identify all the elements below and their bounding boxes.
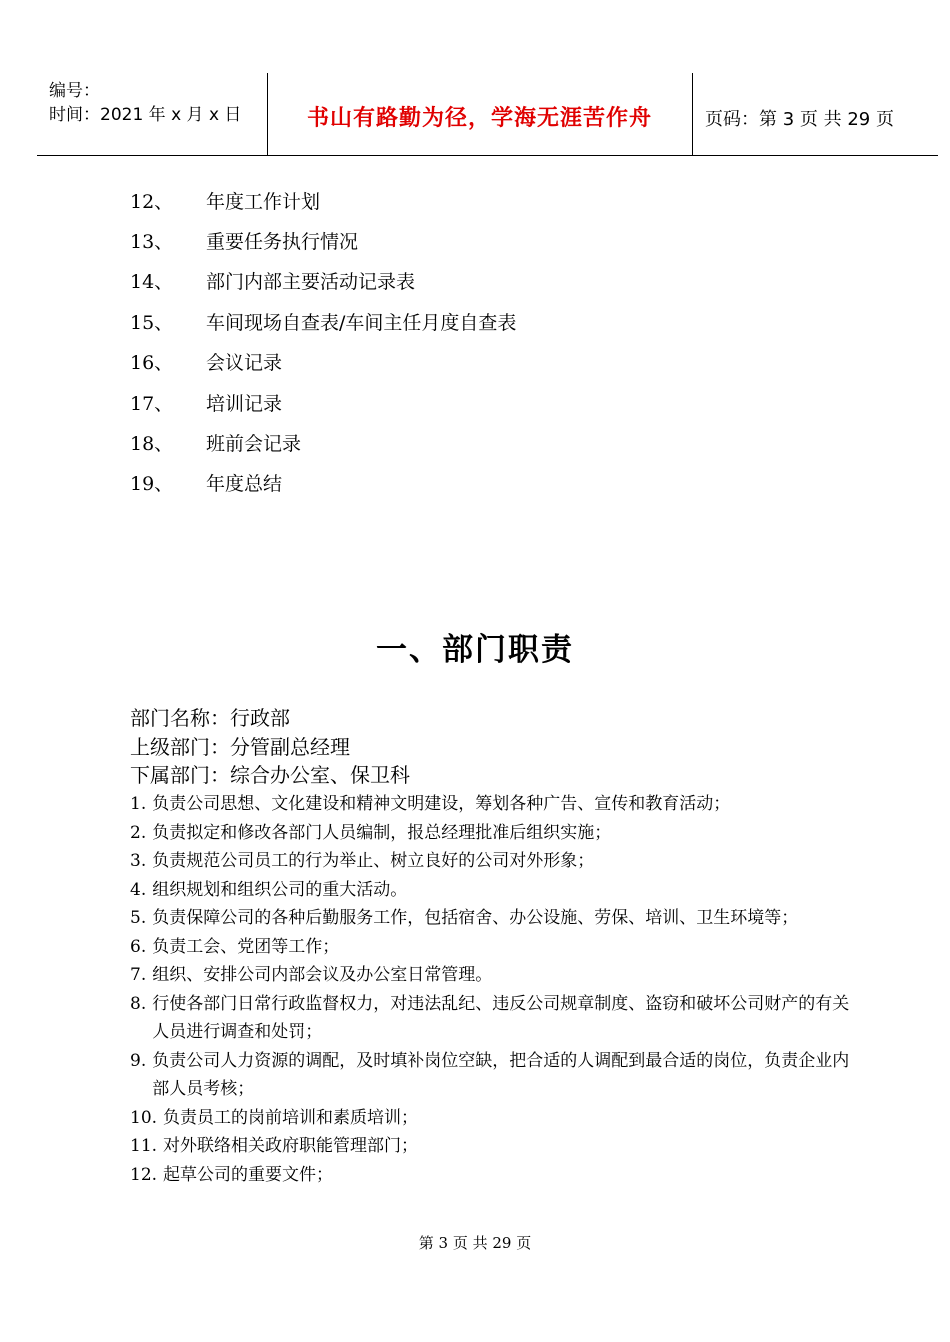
duty-number: 3. [130,851,147,871]
superior-department: 上级部门：分管副总经理 [130,734,350,759]
toc-item-text: 重要任务执行情况 [206,231,359,254]
duty-number: 1. [130,794,147,814]
toc-item-text: 年度总结 [206,473,283,496]
duty-item [130,961,855,990]
toc-item [130,342,516,382]
duty-item [130,847,855,876]
duty-number: 12. [130,1164,158,1185]
subordinate-departments: 下属部门：综合办公室、保卫科 [130,763,410,787]
duty-number: 7. [130,965,147,985]
department-info [130,704,410,790]
duty-text: 负责公司思想、文化建设和精神文明建设，筹划各种广告、宣传和教育活动； [152,794,731,814]
toc-item-text: 培训记录 [206,392,283,415]
duty-text: 起草公司的重要文件； [163,1164,334,1185]
department-name: 部门名称：行政部 [130,706,290,730]
duty-number: 11. [130,1136,158,1156]
duty-number: 10. [130,1107,158,1128]
duty-text: 行使各部门日常行政监督权力，对违法乱纪、违反公司规章制度、盗窃和破坏公司财产的有关人员进行调查和处罚； [152,993,850,1042]
toc-item-number: 17、 [130,392,174,415]
duty-text: 负责规范公司员工的行为举止、树立良好的公司对外形象； [152,851,595,871]
toc-item-number: 19、 [130,473,174,496]
header-meta [49,79,241,127]
duty-text: 负责公司人力资源的调配，及时填补岗位空缺，把合适的人调配到最合适的岗位，负责企业内部人员考核； [152,1050,850,1099]
duty-number: 4. [130,879,147,900]
toc-item-text: 班前会记录 [206,433,302,456]
toc-item-number: 14、 [130,271,174,294]
duty-number: 5. [130,908,147,928]
toc-item-text: 部门内部主要活动记录表 [206,271,416,294]
duty-text: 负责员工的岗前培训和素质培训； [163,1107,419,1128]
duty-item [130,819,855,848]
duty-item [130,1047,855,1104]
duty-item [130,1132,855,1161]
toc-item-number: 12、 [130,190,174,213]
duty-item [130,990,855,1047]
header-motto: 书山有路勤为径，学海无涯苦作舟 [306,105,652,131]
duty-text: 负责保障公司的各种后勤服务工作，包括宿舍、办公设施、劳保、培训、卫生环境等； [152,908,799,928]
toc-item-number: 16、 [130,352,174,375]
duty-number: 6. [130,936,147,957]
page-footer: 第 3 页 共 29 页 [418,1234,532,1252]
toc-item [130,463,516,503]
duty-item [130,904,855,933]
toc-item-text: 会议记录 [206,352,283,375]
duty-item [130,933,855,962]
duty-item [130,790,855,819]
duty-item [130,1161,855,1190]
duty-item [130,1104,855,1133]
duties-list [130,790,855,1189]
duty-text: 负责拟定和修改各部门人员编制，报总经理批准后组织实施； [152,822,612,843]
duty-number: 9. [130,1050,147,1071]
duty-text: 组织、安排公司内部会议及办公室日常管理。 [152,965,493,985]
toc-list [130,180,516,503]
toc-item-number: 15、 [130,311,174,334]
header-page-number: 页码：第 3 页 共 29 页 [705,109,894,130]
duty-item [130,876,855,905]
toc-item [130,220,516,260]
toc-item [130,382,516,422]
toc-item-text: 年度工作计划 [206,190,321,213]
duty-text: 负责工会、党团等工作； [152,936,340,957]
duty-number: 2. [130,822,147,843]
header-divider [692,73,693,155]
toc-item [130,301,516,341]
duty-text: 对外联络相关政府职能管理部门； [163,1136,419,1156]
toc-item [130,180,516,220]
page-header [37,73,938,156]
toc-item-text: 车间现场自查表/车间主任月度自查表 [206,311,517,334]
toc-item [130,261,516,301]
duty-text: 组织规划和组织公司的重大活动。 [152,879,408,900]
duty-number: 8. [130,993,147,1014]
toc-item-number: 18、 [130,433,174,456]
document-time-label: 时间：2021 年 x 月 x 日 [49,105,242,125]
document-number-label: 编号： [49,81,100,101]
toc-item [130,422,516,462]
section-title: 一、部门职责 [376,632,574,668]
toc-item-number: 13、 [130,231,174,254]
